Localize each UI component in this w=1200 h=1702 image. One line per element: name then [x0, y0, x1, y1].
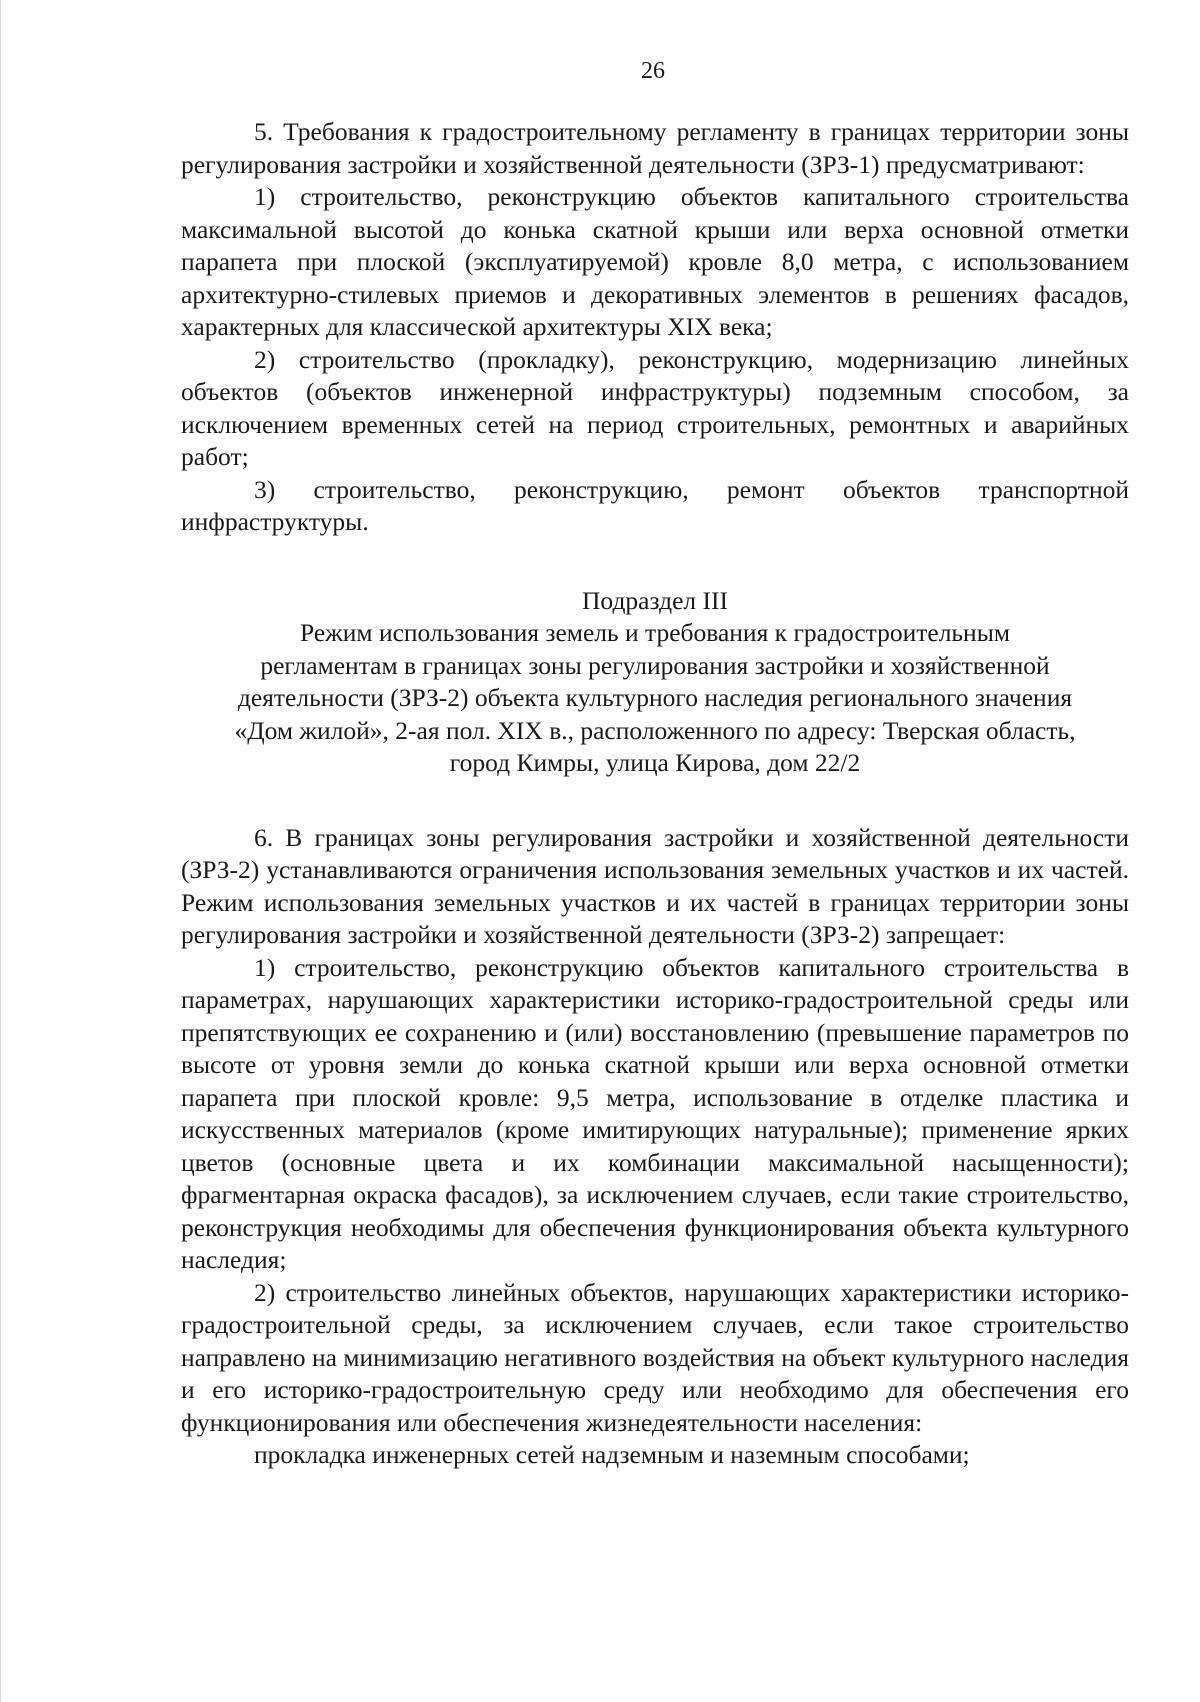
subsection-title: Подраздел III [582, 585, 728, 615]
section-6-item-1: 1) строительство, реконструкцию объектов капитального строительства в параметрах, нарушающих характеристики историко-градостроительной среды или препятствующих ее сохранению и (или) восстановлению (превышение параметров по высоте от уровня земли до конька скатной крыши или верха основной отметки парапета при плоской кровле: 9,5 метра, использование в отделке пластика и искусственных материалов (кроме имитирующих натуральные); применение ярких цветов (основные цвета и их комбинации максимальной насыщенности); фрагментарная окраска фасадов), за исключением случаев, если такие строительство, реконструкция необходимы для обеспечения функционирования объекта культурного наследия; [181, 952, 1129, 1274]
subsection-heading-line-4: «Дом жилой», 2-ая пол. XIX в., расположенного по адресу: Тверская область, [234, 715, 1076, 745]
subsection-heading-line-1: Режим использования земель и требования к градостроительным [300, 618, 1010, 647]
subsection-heading-line-2: регламентам в границах зоны регулирования застройки и хозяйственной [260, 650, 1050, 680]
subsection-heading [181, 585, 1129, 780]
section-5-intro: 5. Требования к градостроительному регламенту в границах территории зоны регулирования застройки и хозяйственной деятельности (ЗРЗ-1) предусматривают: [181, 117, 1129, 179]
section-5-item-1: 1) строительство, реконструкцию объектов капитального строительства максимальной высотой до конька скатной крыши или верха основной отметки парапета при плоской (эксплуатируемой) кровле 8,0 метра, с использованием архитектурно-стилевых приемов и декоративных элементов в решениях фасадов, характерных для классической архитектуры XIX века; [181, 182, 1129, 341]
section-5-item-3: 3) строительство, реконструкцию, ремонт объектов транспортной инфраструктуры. [181, 474, 1129, 536]
scan-edge-line [0, 0, 1, 1702]
section-5-item-2: 2) строительство (прокладку), реконструкцию, модернизацию линейных объектов (объектов инженерной инфраструктуры) подземным способом, за исключением временных сетей на период строительных, ремонтных и аварийных работ; [181, 344, 1129, 471]
subsection-heading-line-3: деятельности (ЗРЗ-2) объекта культурного наследия регионального значения [237, 683, 1073, 712]
section-6-intro: 6. В границах зоны регулирования застройки и хозяйственной деятельности (ЗРЗ-2) устанавливаются ограничения использования земельных участков и их частей. Режим использования земельных участков и их частей в границах территории зоны регулирования застройки и хозяйственной деятельности (ЗРЗ-2) запрещает: [181, 822, 1129, 949]
document-body [181, 116, 1129, 1472]
section-6-item-3: прокладка инженерных сетей надземным и наземным способами; [254, 1440, 970, 1469]
page-number: 26 [641, 58, 665, 84]
section-6-item-2: 2) строительство линейных объектов, нарушающих характеристики историко-градостроительной среды, за исключением случаев, если такое строительство направлено на минимизацию негативного воздействия на объект культурного наследия и его историко-градостроительную среду или необходимо для обеспечения его функционирования или обеспечения жизнедеятельности населения: [181, 1277, 1129, 1437]
subsection-heading-line-5: город Кимры, улица Кирова, дом 22/2 [449, 748, 861, 777]
